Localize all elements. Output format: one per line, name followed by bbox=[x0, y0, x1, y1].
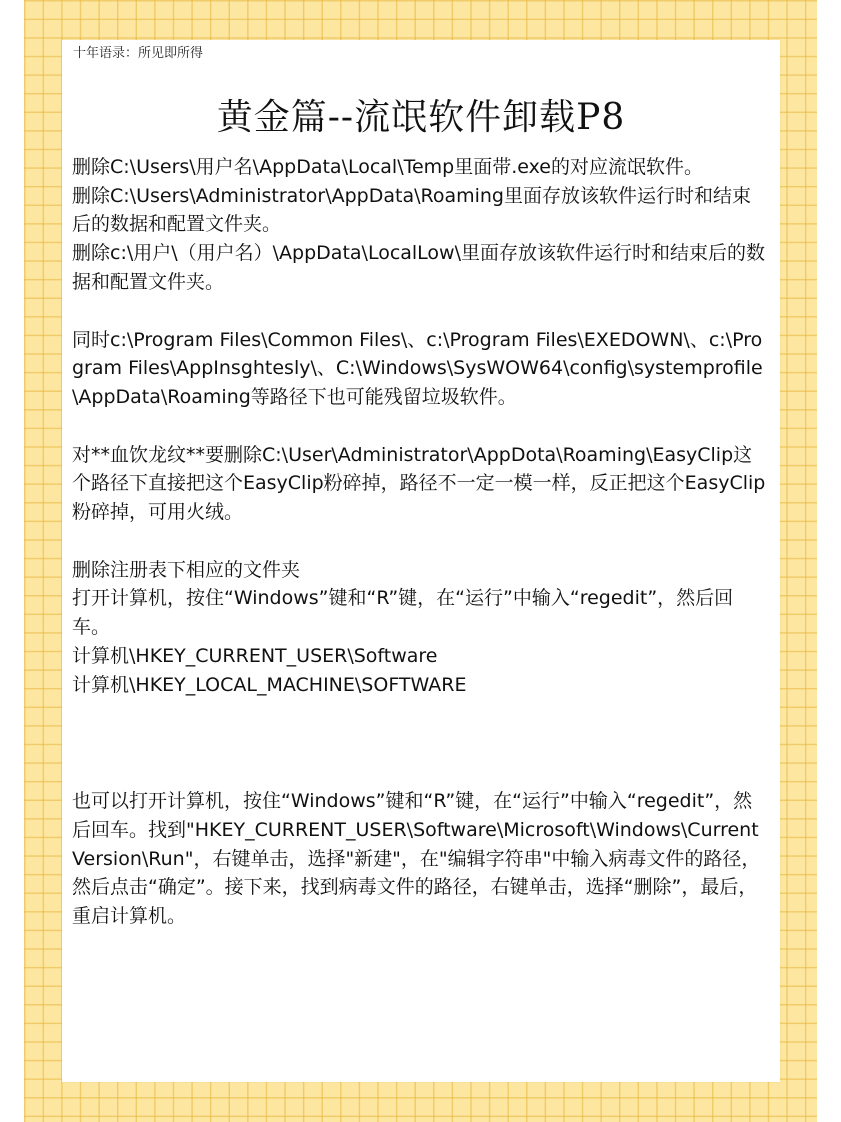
paragraph-temp-delete: 删除C:\Users\用户名\AppData\Local\Temp里面带.exe的对应流氓软件。 bbox=[72, 156, 703, 178]
paragraph-registry-heading: 删除注册表下相应的文件夹 bbox=[72, 558, 301, 581]
page-title: 黄金篇--流氓软件卸载P8 bbox=[216, 97, 626, 138]
paragraph-run-key-removal: 也可以打开计算机，按住“Windows”键和“R”键，在“运行”中输入“regedit”，然后回车。找到"HKEY_CURRENT_USER\Software\Microsoft\Windows\CurrentVersion\Run"，右键单击，选择"新建"，在"编辑字符串"中输入病毒文件的路径，然后点击“确定”。接下来，找到病毒文件的路径，右键单击，选择“删除”，最后，重启计算机。 bbox=[72, 790, 761, 928]
spacer bbox=[72, 527, 768, 556]
paragraph-hkcu-path: 计算机\HKEY_CURRENT_USER\Software bbox=[72, 644, 438, 667]
paragraph-residual-paths: 同时c:\Program Files\Common Files\、c:\Program Files\EXEDOWN\、c:\Program Files\AppInsghtesly\、C:\Windows\SysWOW64\config\systemprofile\AppData\Roaming等路径下也可能残留垃圾软件。 bbox=[72, 328, 763, 408]
document-body bbox=[72, 153, 768, 931]
paragraph-easyclip: 对**血饮龙纹**要删除C:\User\Administrator\AppDota\Roaming\EasyClip这个路径下直接把这个EasyClip粉碎掉，路径不一定一模一样，反正把这个EasyClip粉碎掉，可用火绒。 bbox=[72, 443, 766, 524]
spacer bbox=[72, 297, 768, 326]
spacer bbox=[72, 412, 768, 441]
paragraph-hklm-path: 计算机\HKEY_LOCAL_MACHINE\SOFTWARE bbox=[72, 673, 467, 696]
header-note: 十年语录：所见即所得 bbox=[73, 46, 204, 61]
spacer bbox=[72, 699, 768, 787]
paragraph-regedit-open: 打开计算机，按住“Windows”键和“R”键，在“运行”中输入“regedit”，然后回车。 bbox=[72, 587, 734, 639]
paragraph-roaming-delete: 删除C:\Users\Administrator\AppData\Roaming里面存放该软件运行时和结束后的数据和配置文件夹。 bbox=[72, 184, 751, 236]
paragraph-locallow-delete: 删除c:\用户\（用户名）\AppData\LocalLow\里面存放该软件运行时和结束后的数据和配置文件夹。 bbox=[72, 242, 766, 293]
